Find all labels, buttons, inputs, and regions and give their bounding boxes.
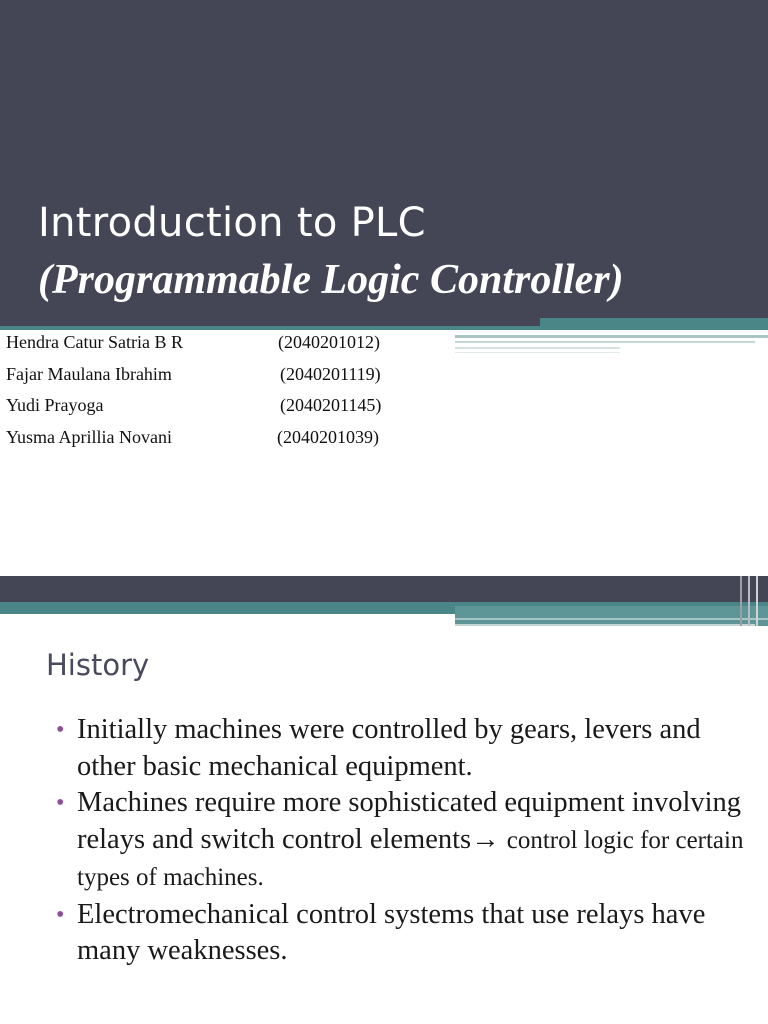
dark-band-step (0, 318, 540, 326)
bullet-item (56, 785, 746, 897)
accent-line (756, 576, 758, 626)
bullet-dot-icon: • (56, 790, 65, 816)
accent-line (455, 341, 755, 343)
bullet-text: Machines require more sophisticated equipment involving relays and switch control elements→ (77, 787, 742, 855)
accent-line (455, 618, 768, 620)
accent-line (748, 576, 750, 626)
slide-title: Introduction to PLC (38, 200, 426, 246)
author-row (6, 395, 426, 427)
author-name: Fajar Maulana Ibrahim (6, 363, 172, 384)
author-id: (2040201012) (278, 332, 380, 352)
slide-subtitle: (Programmable Logic Controller) (38, 257, 624, 303)
accent-line (455, 352, 620, 353)
author-id: (2040201119) (280, 363, 381, 384)
accent-line (740, 576, 742, 626)
author-id: (2040201039) (277, 426, 379, 447)
header-dark-band (0, 576, 768, 602)
bullet-text-tail: control logic for certain types of machines. (77, 826, 744, 891)
author-name: Yusma Aprillia Novani (6, 426, 172, 447)
bullet-item (56, 897, 746, 970)
author-id: (2040201145) (280, 395, 382, 415)
author-name: Yudi Prayoga (6, 395, 104, 415)
history-slide (0, 576, 768, 1024)
slide-title: History (46, 648, 150, 682)
bullet-text: Electromechanical control systems that use relays have many weaknesses. (77, 898, 706, 966)
bullet-dot-icon: • (56, 901, 65, 928)
accent-line (455, 335, 768, 338)
author-name: Hendra Catur Satria B R (6, 332, 183, 352)
bullet-text: Initially machines were controlled by gears, levers and other basic mechanical equipment. (77, 714, 701, 782)
author-row (6, 332, 426, 364)
author-list (6, 332, 426, 458)
bullet-list (56, 712, 746, 970)
accent-block (455, 606, 768, 626)
accent-line (455, 347, 620, 349)
author-row (6, 364, 426, 396)
bullet-item (56, 712, 746, 785)
accent-line (455, 624, 755, 626)
bullet-dot-icon: • (56, 717, 65, 743)
author-row (6, 427, 426, 459)
